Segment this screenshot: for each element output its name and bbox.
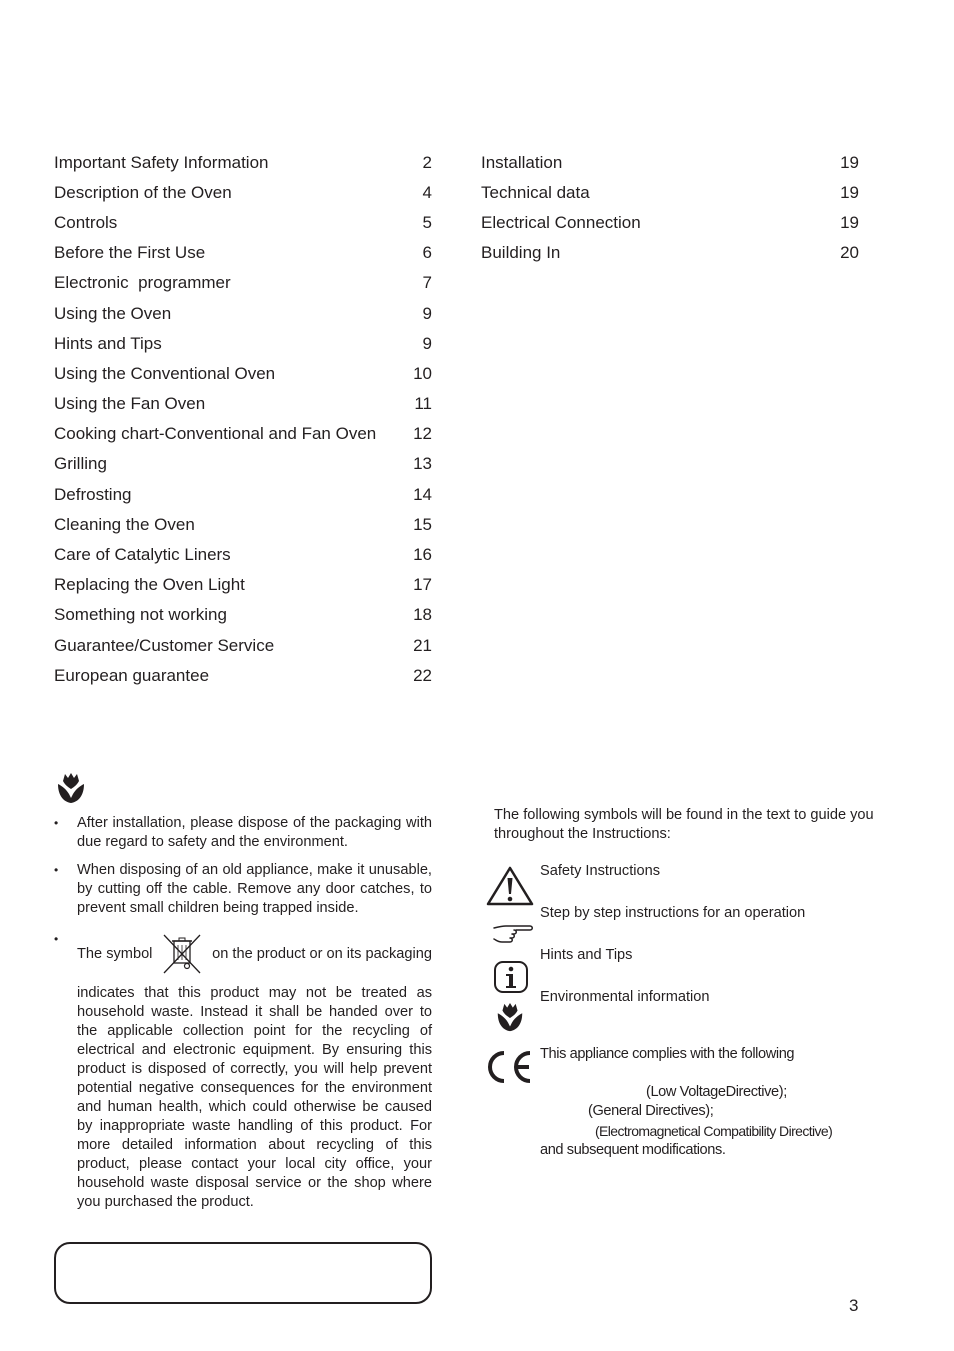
ce-line: (Electromagnetical Compatibility Directive) [595,1123,833,1139]
toc-entry-title: Technical data [481,182,590,202]
crossed-out-wheelie-bin-icon [162,933,202,975]
toc-entry-page: 6 [422,243,432,263]
toc-entry-title: Controls [54,212,118,232]
warning-triangle-icon [486,866,534,906]
toc-entry-page: 9 [422,333,432,353]
toc-entry[interactable] [54,600,432,630]
toc-entry-title: Using the Conventional Oven [54,363,276,383]
toc-entry-title: Cooking chart-Conventional and Fan Oven [54,424,377,444]
toc-entry-title: Building In [481,243,561,263]
toc-entry[interactable] [481,177,859,207]
toc-entry-title: Something not working [54,605,227,625]
toc-entry[interactable] [481,207,859,237]
toc-entry-page: 2 [422,152,432,172]
toc-entry-page: 19 [840,182,859,202]
ce-mark-icon [484,1049,534,1085]
toc-entry-page: 15 [413,514,432,534]
toc-entry[interactable] [54,358,432,388]
environment-bullet: • After installation, please dispose of the packaging with due regard to safety and the environment. [54,814,432,852]
toc-entry-title: Replacing the Oven Light [54,575,245,595]
symbol-label-safety: Safety Instructions [540,863,661,879]
toc-entry-page: 4 [422,182,432,202]
symbol-label-hints: Hints and Tips [540,947,633,963]
toc-entry-page: 5 [422,212,432,232]
ce-line: (Low VoltageDirective); [646,1084,787,1100]
toc-entry-page: 19 [840,212,859,232]
toc-entry[interactable] [54,419,432,449]
toc-entry-title: Care of Catalytic Liners [54,545,231,565]
weee-prefix: • The symbol [77,945,153,962]
pointing-hand-icon [492,922,534,946]
toc-entry[interactable] [54,328,432,358]
toc-entry-page: 22 [413,665,432,685]
symbols-intro: The following symbols will be found in the text to guide you throughout the Instructions: [494,807,874,842]
environment-section [54,772,432,1221]
toc-entry-page: 21 [413,635,432,655]
toc-entry-page: 13 [413,454,432,474]
toc-entry[interactable] [481,147,859,177]
symbol-label-step: Step by step instructions for an operation [540,905,806,921]
toc-entry-page: 10 [413,363,432,383]
toc-entry-page: 11 [414,394,432,414]
toc-entry[interactable] [54,389,432,419]
toc-entry-title: Important Safety Information [54,152,269,172]
toc-entry[interactable] [54,147,432,177]
toc-entry-title: Electrical Connection [481,212,641,232]
toc-left-column [54,147,432,690]
toc-entry-title: Using the Oven [54,303,172,323]
toc-entry[interactable] [54,268,432,298]
toc-entry[interactable] [54,298,432,328]
toc-entry[interactable] [54,479,432,509]
toc-entry[interactable] [54,177,432,207]
toc-entry-title: Grilling [54,454,107,474]
symbol-label-environment: Environmental information [540,989,710,1005]
toc-entry-title: Installation [481,152,563,172]
toc-right-column [481,147,859,268]
toc-entry-title: European guarantee [54,665,210,685]
toc-entry-title: Before the First Use [54,243,206,263]
toc-entry-page: 12 [413,424,432,444]
toc-entry-title: Description of the Oven [54,182,232,202]
toc-entry-title: Electronic programmer [54,273,231,293]
toc-entry[interactable] [481,238,859,268]
environment-bullet: • When disposing of an old appliance, make it unusable, by cutting off the cable. Remove any door catches, to prevent small children being trapped inside. [54,861,432,918]
ce-line: (General Directives); [588,1103,714,1119]
empty-rounded-box [54,1242,432,1304]
toc-entry[interactable] [54,449,432,479]
toc-entry-page: 9 [422,303,432,323]
toc-entry-page: 16 [413,545,432,565]
toc-entry-title: Using the Fan Oven [54,394,206,414]
toc-entry-page: 7 [422,273,432,293]
weee-explanation: indicates that this product may not be treated as household waste. Instead it shall be handed over to the applicable collection point for the recycling of electrical and electronic equipment. By ensuring this product is disposed of correctly, you will help prevent potential negative consequences for the environment and human health, which could otherwise be caused by inappropriate waste handling of this product. For more detailed information about recycling of this product, please contact your local city office, your household waste disposal service or the shop where you purchased the product. [77,985,432,1210]
toc-entry[interactable] [54,207,432,237]
toc-entry-page: 20 [840,243,859,263]
weee-symbol-line [77,930,432,978]
toc-entry[interactable] [54,509,432,539]
environment-bullets [54,814,432,1212]
toc-entry-page: 19 [840,152,859,172]
environment-bullet [54,930,432,1212]
toc-entry-title: Guarantee/Customer Service [54,635,275,655]
toc-entry-page: 17 [413,575,432,595]
tulip-environment-icon [54,772,88,806]
page-number: 3 [849,1296,859,1315]
toc-entry-page: 14 [413,484,432,504]
toc-entry[interactable] [54,238,432,268]
weee-suffix: on the product or on its packaging [212,945,432,962]
toc-entry-page: 18 [413,605,432,625]
toc-entry-title: Hints and Tips [54,333,162,353]
info-icon [493,960,529,994]
ce-line: and subsequent modifications. [540,1142,726,1158]
toc-entry[interactable] [54,539,432,569]
toc-entry-title: Cleaning the Oven [54,514,195,534]
toc-entry-title: Defrosting [54,484,132,504]
tulip-environment-icon [494,1002,526,1034]
toc-entry[interactable] [54,570,432,600]
symbols-legend [484,806,884,1158]
toc-entry[interactable] [54,630,432,660]
toc-entry[interactable] [54,660,432,690]
ce-line: This appliance complies with the following [540,1046,795,1062]
